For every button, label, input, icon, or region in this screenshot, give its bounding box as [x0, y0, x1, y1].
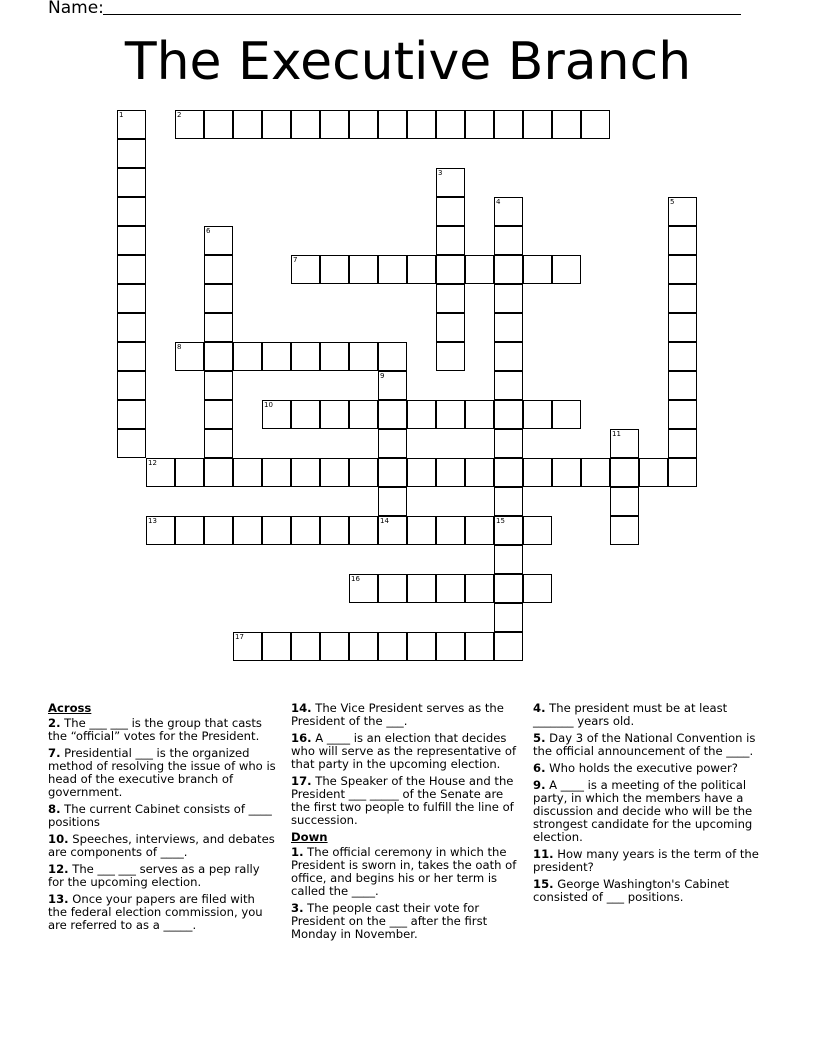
- grid-cell[interactable]: [262, 400, 291, 429]
- grid-cell[interactable]: [117, 197, 146, 226]
- clue-number: 12.: [48, 862, 69, 876]
- clue-text: The current Cabinet consists of ____ positions: [48, 802, 272, 829]
- grid-cell[interactable]: [320, 255, 349, 284]
- grid-cell[interactable]: [668, 313, 697, 342]
- grid-cell[interactable]: [494, 632, 523, 661]
- clue-text: How many years is the term of the president?: [533, 847, 759, 874]
- grid-cell[interactable]: [436, 284, 465, 313]
- clue-item: [533, 762, 765, 775]
- grid-cell[interactable]: [378, 342, 407, 371]
- grid-cell[interactable]: [204, 110, 233, 139]
- grid-cell[interactable]: [233, 458, 262, 487]
- clue-number: 17.: [291, 774, 312, 788]
- clue-text: Day 3 of the National Convention is the official announcement of the ____.: [533, 731, 756, 758]
- clue-number: 14.: [291, 701, 312, 715]
- grid-cell[interactable]: [233, 632, 262, 661]
- grid-cell[interactable]: [378, 516, 407, 545]
- clue-text: The president must be at least _______ years old.: [533, 701, 728, 728]
- clue-number: 8.: [48, 802, 61, 816]
- grid-cell[interactable]: [552, 255, 581, 284]
- grid-cell[interactable]: [552, 458, 581, 487]
- grid-cell[interactable]: [117, 255, 146, 284]
- grid-cell[interactable]: [320, 458, 349, 487]
- grid-cell[interactable]: [262, 458, 291, 487]
- clue-text: The official ceremony in which the President is sworn in, takes the oath of office, and begins his or her term is called the ____.: [291, 845, 517, 898]
- grid-cell[interactable]: [668, 458, 697, 487]
- grid-cell[interactable]: [552, 110, 581, 139]
- grid-cell[interactable]: [523, 110, 552, 139]
- cell-number: 14: [380, 517, 389, 525]
- grid-cell[interactable]: [494, 371, 523, 400]
- grid-cell[interactable]: [407, 255, 436, 284]
- clue-text: The Vice President serves as the President of the ___.: [291, 701, 504, 728]
- grid-cell[interactable]: [117, 342, 146, 371]
- grid-cell[interactable]: [378, 400, 407, 429]
- grid-cell[interactable]: [117, 313, 146, 342]
- down-header: Down: [291, 830, 328, 844]
- grid-cell[interactable]: [668, 371, 697, 400]
- grid-cell[interactable]: [436, 226, 465, 255]
- grid-cell[interactable]: [117, 400, 146, 429]
- clue-text: Presidential ___ is the organized method of resolving the issue of who is head of the executive branch of government.: [48, 746, 276, 799]
- grid-cell[interactable]: [494, 545, 523, 574]
- grid-cell[interactable]: [117, 110, 146, 139]
- grid-cell[interactable]: [378, 255, 407, 284]
- grid-cell[interactable]: [117, 139, 146, 168]
- grid-cell[interactable]: [436, 255, 465, 284]
- grid-cell[interactable]: [291, 632, 320, 661]
- grid-cell[interactable]: [523, 458, 552, 487]
- grid-cell[interactable]: [291, 458, 320, 487]
- grid-cell[interactable]: [175, 110, 204, 139]
- grid-cell[interactable]: [378, 574, 407, 603]
- grid-cell[interactable]: [204, 284, 233, 313]
- grid-cell[interactable]: [378, 632, 407, 661]
- clue-text: A ____ is an election that decides who will serve as the representative of that party in the upcoming election.: [291, 731, 517, 771]
- clue-number: 16.: [291, 731, 312, 745]
- grid-cell[interactable]: [378, 429, 407, 458]
- grid-cell[interactable]: [523, 516, 552, 545]
- grid-cell[interactable]: [494, 458, 523, 487]
- grid-cell[interactable]: [494, 400, 523, 429]
- grid-cell[interactable]: [668, 284, 697, 313]
- grid-cell[interactable]: [291, 400, 320, 429]
- grid-cell[interactable]: [291, 516, 320, 545]
- page-title: The Executive Branch: [124, 32, 692, 92]
- grid-cell[interactable]: [175, 342, 204, 371]
- grid-cell[interactable]: [610, 458, 639, 487]
- grid-cell[interactable]: [581, 458, 610, 487]
- cell-number: 12: [148, 459, 157, 467]
- grid-cell[interactable]: [465, 400, 494, 429]
- clue-item: [533, 779, 765, 844]
- grid-cell[interactable]: [610, 487, 639, 516]
- cell-number: 2: [177, 111, 182, 119]
- grid-cell[interactable]: [349, 516, 378, 545]
- grid-cell[interactable]: [581, 110, 610, 139]
- cell-number: 9: [380, 372, 385, 380]
- clue-item: [48, 747, 276, 799]
- cell-number: 13: [148, 517, 157, 525]
- clue-item: [48, 863, 276, 889]
- grid-cell[interactable]: [494, 255, 523, 284]
- grid-cell[interactable]: [146, 516, 175, 545]
- grid-cell[interactable]: [523, 400, 552, 429]
- grid-cell[interactable]: [349, 342, 378, 371]
- grid-cell[interactable]: [262, 342, 291, 371]
- grid-cell[interactable]: [204, 458, 233, 487]
- grid-cell[interactable]: [204, 313, 233, 342]
- grid-cell[interactable]: [378, 458, 407, 487]
- grid-cell[interactable]: [436, 197, 465, 226]
- grid-cell[interactable]: [349, 400, 378, 429]
- grid-cell[interactable]: [494, 197, 523, 226]
- clue-number: 15.: [533, 877, 554, 891]
- clue-item: [533, 702, 765, 728]
- clue-text: George Washington's Cabinet consisted of ___ positions.: [533, 877, 730, 904]
- clue-item: [291, 775, 519, 827]
- grid-cell[interactable]: [465, 255, 494, 284]
- grid-cell[interactable]: [436, 313, 465, 342]
- clue-item: [533, 848, 765, 874]
- cell-number: 6: [206, 227, 211, 235]
- grid-cell[interactable]: [175, 458, 204, 487]
- grid-cell[interactable]: [465, 458, 494, 487]
- grid-cell[interactable]: [465, 516, 494, 545]
- grid-cell[interactable]: [436, 574, 465, 603]
- clue-text: Once your papers are filed with the federal election commission, you are referred to as a _____.: [48, 892, 263, 932]
- grid-cell[interactable]: [349, 574, 378, 603]
- clue-number: 5.: [533, 731, 546, 745]
- grid-cell[interactable]: [668, 226, 697, 255]
- grid-cell[interactable]: [668, 342, 697, 371]
- grid-cell[interactable]: [552, 400, 581, 429]
- grid-cell[interactable]: [494, 226, 523, 255]
- grid-cell[interactable]: [349, 255, 378, 284]
- cell-number: 4: [496, 198, 501, 206]
- grid-cell[interactable]: [117, 429, 146, 458]
- clue-number: 4.: [533, 701, 546, 715]
- grid-cell[interactable]: [349, 458, 378, 487]
- clue-number: 11.: [533, 847, 554, 861]
- grid-cell[interactable]: [117, 226, 146, 255]
- grid-cell[interactable]: [494, 574, 523, 603]
- grid-cell[interactable]: [175, 516, 204, 545]
- grid-cell[interactable]: [494, 487, 523, 516]
- grid-cell[interactable]: [436, 110, 465, 139]
- grid-cell[interactable]: [407, 458, 436, 487]
- clue-column-3: [533, 702, 765, 908]
- grid-cell[interactable]: [407, 574, 436, 603]
- grid-cell[interactable]: [320, 400, 349, 429]
- clue-item: [48, 717, 276, 743]
- cell-number: 15: [496, 517, 505, 525]
- clue-text: Speeches, interviews, and debates are components of ____.: [48, 832, 275, 859]
- grid-cell[interactable]: [117, 371, 146, 400]
- grid-cell[interactable]: [494, 313, 523, 342]
- grid-cell[interactable]: [204, 429, 233, 458]
- cell-number: 11: [612, 430, 621, 438]
- grid-cell[interactable]: [262, 516, 291, 545]
- grid-cell[interactable]: [494, 110, 523, 139]
- grid-cell[interactable]: [436, 458, 465, 487]
- clue-number: 1.: [291, 845, 304, 859]
- grid-cell[interactable]: [204, 516, 233, 545]
- cell-number: 17: [235, 633, 244, 641]
- clue-number: 13.: [48, 892, 69, 906]
- cell-number: 3: [438, 169, 443, 177]
- grid-cell[interactable]: [407, 632, 436, 661]
- grid-cell[interactable]: [320, 632, 349, 661]
- grid-cell[interactable]: [233, 342, 262, 371]
- clue-text: The Speaker of the House and the President ___ _____ of the Senate are the first two people to fulfill the line of succession.: [291, 774, 514, 827]
- grid-cell[interactable]: [204, 371, 233, 400]
- grid-cell[interactable]: [320, 110, 349, 139]
- grid-cell[interactable]: [494, 429, 523, 458]
- grid-cell[interactable]: [204, 342, 233, 371]
- grid-cell[interactable]: [291, 110, 320, 139]
- grid-cell[interactable]: [291, 255, 320, 284]
- clue-text: A ____ is a meeting of the political party, in which the members have a discussion and decide who will be the strongest candidate for the upcoming election.: [533, 778, 753, 844]
- grid-cell[interactable]: [204, 400, 233, 429]
- clue-item: [291, 902, 519, 941]
- grid-cell[interactable]: [233, 110, 262, 139]
- grid-cell[interactable]: [668, 400, 697, 429]
- grid-cell[interactable]: [320, 342, 349, 371]
- clue-text: The ___ ___ serves as a pep rally for the upcoming election.: [48, 862, 260, 889]
- grid-cell[interactable]: [436, 516, 465, 545]
- clue-column-1: [48, 702, 276, 936]
- across-header: Across: [48, 701, 92, 715]
- grid-cell[interactable]: [494, 603, 523, 632]
- grid-cell[interactable]: [407, 400, 436, 429]
- grid-cell[interactable]: [494, 284, 523, 313]
- grid-cell[interactable]: [465, 574, 494, 603]
- clue-number: 10.: [48, 832, 69, 846]
- grid-cell[interactable]: [320, 516, 349, 545]
- grid-cell[interactable]: [494, 342, 523, 371]
- clue-number: 7.: [48, 746, 61, 760]
- grid-cell[interactable]: [262, 110, 291, 139]
- clue-number: 6.: [533, 761, 546, 775]
- grid-cell[interactable]: [639, 458, 668, 487]
- clue-item: [48, 803, 276, 829]
- grid-cell[interactable]: [610, 516, 639, 545]
- clue-number: 9.: [533, 778, 546, 792]
- clue-item: [291, 702, 519, 728]
- clue-item: [48, 833, 276, 859]
- grid-cell[interactable]: [204, 255, 233, 284]
- grid-cell[interactable]: [291, 342, 320, 371]
- name-label: Name:: [48, 0, 104, 18]
- grid-cell[interactable]: [436, 632, 465, 661]
- cell-number: 7: [293, 256, 298, 264]
- grid-cell[interactable]: [668, 429, 697, 458]
- grid-cell[interactable]: [349, 632, 378, 661]
- clue-number: 2.: [48, 716, 61, 730]
- grid-cell[interactable]: [117, 168, 146, 197]
- clue-item: [291, 732, 519, 771]
- clue-text: Who holds the executive power?: [545, 761, 738, 775]
- clue-item: [291, 846, 519, 898]
- cell-number: 1: [119, 111, 124, 119]
- cell-number: 5: [670, 198, 675, 206]
- grid-cell[interactable]: [436, 342, 465, 371]
- grid-cell[interactable]: [523, 574, 552, 603]
- grid-cell[interactable]: [407, 110, 436, 139]
- grid-cell[interactable]: [378, 110, 407, 139]
- grid-cell[interactable]: [378, 371, 407, 400]
- grid-cell[interactable]: [668, 255, 697, 284]
- grid-cell[interactable]: [494, 516, 523, 545]
- grid-cell[interactable]: [262, 632, 291, 661]
- grid-cell[interactable]: [117, 284, 146, 313]
- grid-cell[interactable]: [146, 458, 175, 487]
- grid-cell[interactable]: [233, 516, 262, 545]
- grid-cell[interactable]: [465, 632, 494, 661]
- grid-cell[interactable]: [378, 487, 407, 516]
- grid-cell[interactable]: [349, 110, 378, 139]
- grid-cell[interactable]: [407, 516, 436, 545]
- clue-item: [48, 893, 276, 932]
- cell-number: 16: [351, 575, 360, 583]
- grid-cell[interactable]: [668, 197, 697, 226]
- clue-item: [533, 878, 765, 904]
- grid-cell[interactable]: [465, 110, 494, 139]
- grid-cell[interactable]: [204, 226, 233, 255]
- clue-item: [533, 732, 765, 758]
- clue-number: 3.: [291, 901, 304, 915]
- grid-cell[interactable]: [610, 429, 639, 458]
- clue-text: The ___ ___ is the group that casts the “official” votes for the President.: [48, 716, 262, 743]
- grid-cell[interactable]: [436, 168, 465, 197]
- grid-cell[interactable]: [523, 255, 552, 284]
- cell-number: 10: [264, 401, 273, 409]
- cell-number: 8: [177, 343, 182, 351]
- clue-column-2: [291, 702, 519, 945]
- clue-text: The people cast their vote for President on the ___ after the first Monday in November.: [291, 901, 488, 941]
- grid-cell[interactable]: [436, 400, 465, 429]
